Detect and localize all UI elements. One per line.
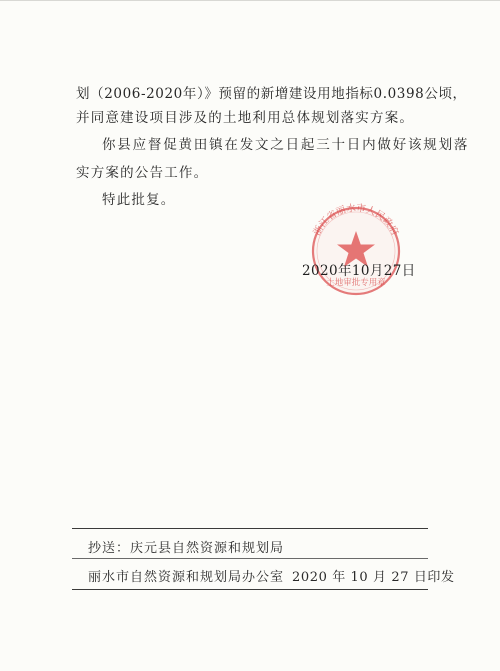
body-line-3: 你县应督促黄田镇在发文之日起三十日内做好该规划落 [102, 137, 470, 153]
footer-rule-bottom [72, 589, 428, 590]
footer-rule-middle [72, 558, 428, 559]
issuing-office: 丽水市自然资源和规划局办公室 [88, 570, 285, 585]
footer-rule-top [72, 528, 428, 529]
body-line-1: 划（2006-2020年）》预留的新增建设用地指标0.0398公顷， [76, 86, 467, 102]
body-line-5: 特此批复。 [102, 192, 176, 208]
body-line-4: 实方案的公告工作。 [76, 165, 209, 181]
issue-date: 2020 年 10 月 27 日印发 [292, 570, 455, 585]
cc-line: 抄送：庆元县自然资源和规划局 [88, 541, 285, 556]
body-line-2: 并同意建设项目涉及的土地利用总体规划落实方案。 [76, 110, 415, 126]
seal-bottom-text: 土地审批专用章 [326, 278, 386, 288]
official-seal-stamp [302, 201, 410, 297]
seal-arc-text: 浙江省丽水市人民政府 [311, 202, 401, 238]
top-edge [0, 0, 500, 1]
signature-date: 2020年10月27日 [302, 263, 416, 279]
